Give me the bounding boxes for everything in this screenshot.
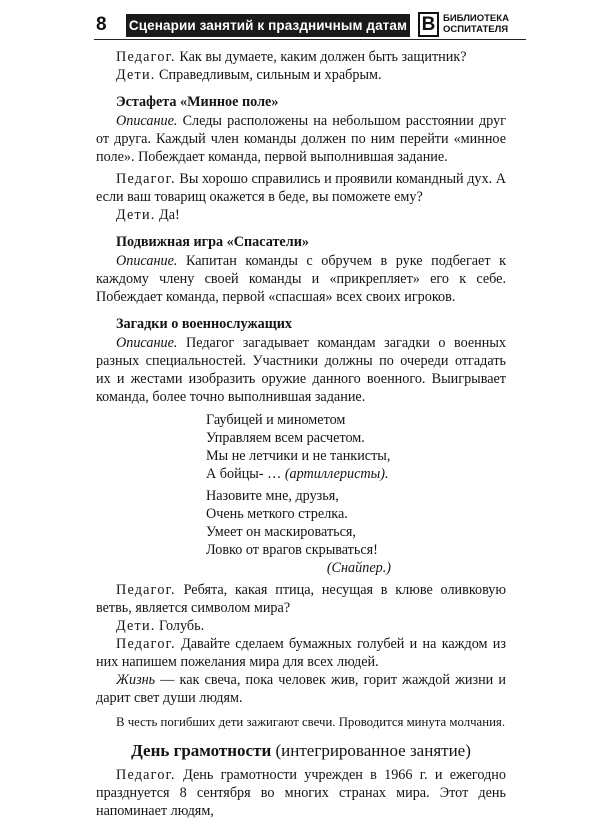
poem-line: Ловко от врагов скрываться! <box>206 542 378 558</box>
section-title-main: День грамотности <box>131 741 272 760</box>
poem-line: Назовите мне, друзья, <box>206 488 339 504</box>
heading-game-rescuers: Подвижная игра «Спасатели» <box>116 234 309 250</box>
riddle-2 <box>206 487 506 577</box>
paragraph-7 <box>96 334 506 406</box>
running-title: Сценарии занятий к праздничным датам <box>126 14 410 37</box>
poem-line: Гаубицей и минометом <box>206 412 346 428</box>
paragraph-text: Следы расположены на небольшом расстоянии друг от друга. Каждый член команды должен по ним перейти «минное поле». Побеждает команда, первой выполнившая задание. <box>96 113 506 165</box>
page-body <box>96 48 506 820</box>
series-name <box>443 13 523 35</box>
paragraph-text: Педагог загадывает командам загадки о военных разных специальностей. Участники должны по очереди отгадать их и жестами изобразить оружие данного военного. Выигрывает команда, более точно выполнившая задание. <box>96 335 506 405</box>
paragraph-text: Справедливым, сильным и храбрым. <box>155 67 382 83</box>
description-label: Описание. <box>116 253 178 269</box>
speaker-label: Дети. <box>116 207 156 223</box>
paragraph-1 <box>96 48 506 66</box>
poem-line: Управляем всем расчетом. <box>206 430 365 446</box>
speaker-label: Педагог. <box>116 582 176 598</box>
paragraph-9 <box>96 617 506 635</box>
section-title <box>96 740 506 762</box>
page-number: 8 <box>96 14 107 35</box>
heading-riddles: Загадки о военнослужащих <box>116 316 293 332</box>
section-title-subtitle: (интегрированное занятие) <box>271 741 471 760</box>
speaker-label: Дети. <box>116 618 156 634</box>
paragraph-2 <box>96 66 506 84</box>
italic-word: Жизнь <box>116 672 156 688</box>
paragraph-8 <box>96 581 506 617</box>
paragraph-3 <box>96 112 506 166</box>
paragraph-text: Ребята, какая птица, несущая в клюве оливковую ветвь, является символом мира? <box>96 582 506 616</box>
description-label: Описание. <box>116 335 178 351</box>
speaker-label: Дети. <box>116 67 156 83</box>
paragraph-5 <box>96 206 506 224</box>
series-name-line2: ОСПИТАТЕЛЯ <box>443 24 509 35</box>
speaker-label: Педагог. <box>116 767 176 783</box>
paragraph-text: Давайте сделаем бумажных голубей и на каждом из них напишем пожелания мира для всех людей. <box>96 636 506 670</box>
paragraph-text: Голубь. <box>155 618 205 634</box>
paragraph-6 <box>96 252 506 306</box>
paragraph-text: Как вы думаете, каким должен быть защитник? <box>175 49 467 65</box>
riddle-answer: (Снайпер.) <box>326 560 391 576</box>
header-rule <box>94 39 526 40</box>
paragraph-text: Да! <box>155 207 180 223</box>
poem-line: Очень меткого стрелка. <box>206 506 348 522</box>
speaker-label: Педагог. <box>116 49 176 65</box>
poem-line-text: А бойцы- … <box>206 466 282 482</box>
poem-line <box>206 465 506 483</box>
speaker-label: Педагог. <box>116 636 176 652</box>
stage-note: В честь погибших дети зажигают свечи. Проводится минута молчания. <box>116 715 506 729</box>
speaker-label: Педагог. <box>116 171 176 187</box>
riddle-poems <box>206 411 506 577</box>
heading-relay-minefield: Эстафета «Минное поле» <box>116 94 279 110</box>
paragraph-10 <box>96 635 506 671</box>
paragraph-text: День грамотности учрежден в 1966 г. и ежегодно празднуется 8 сентября во многих странах мира. Этот день напоминает людям, <box>96 767 506 819</box>
paragraph-11 <box>96 671 506 707</box>
paragraph-text: — как свеча, пока человек жив, горит жаждой жизни и дарит свет души людям. <box>96 672 506 706</box>
series-logo: В <box>418 12 439 37</box>
poem-line: Мы не летчики и не танкисты, <box>206 448 391 464</box>
riddle-1 <box>206 411 506 483</box>
riddle-answer: (артиллеристы). <box>284 466 389 482</box>
description-label: Описание. <box>116 113 178 129</box>
paragraph-12 <box>96 766 506 820</box>
paragraph-4 <box>96 170 506 206</box>
paragraph-text: Вы хорошо справились и проявили командный дух. А если ваш товарищ окажется в беде, вы поможете ему? <box>96 171 506 205</box>
paragraph-text: Капитан команды с обручем в руке подбегает к каждому члену своей команды и «прикрепляет» его к себе. Побеждает команда, первой «спасшая» всех своих игроков. <box>96 253 506 305</box>
series-name-line1: БИБЛИОТЕКА <box>443 13 509 24</box>
poem-line: Умеет он маскироваться, <box>206 524 356 540</box>
